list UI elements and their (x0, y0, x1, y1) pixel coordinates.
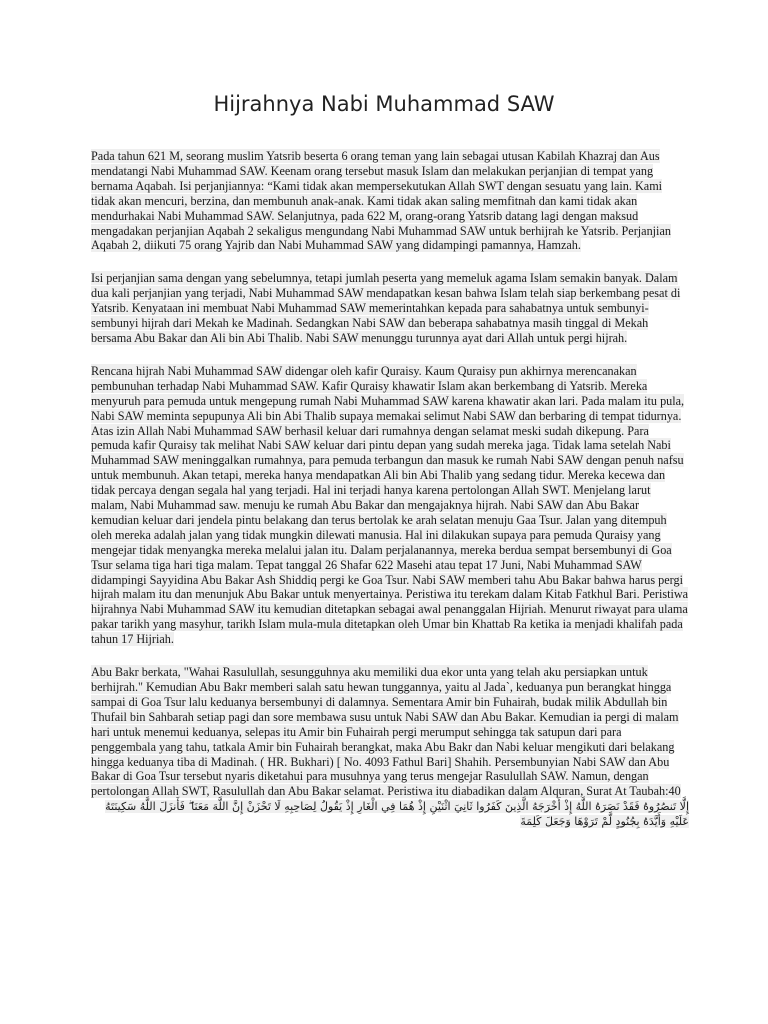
document-title: Hijrahnya Nabi Muhammad SAW (213, 92, 555, 116)
paragraph-2 (91, 271, 689, 346)
paragraph-1-text: Pada tahun 621 M, seorang muslim Yatsrib beserta 6 orang teman yang lain sebagai utusan Kabilah Khazraj dan Aus mendatangi Nabi Muhammad SAW. Keenam orang tersebut masuk Islam dan melakukan perjanjian di tempat yang bernama Aqabah. Isi perjanjiannya: “Kami tidak akan mempersekutukan Allah SWT dengan sesuatu yang lain. Kami tidak akan mencuri, berzina, dan membunuh anak-anak. Kami tidak akan saling memfitnah dan kami tidak akan mendurhakai Nabi Muhammad SAW. Selanjutnya, pada 622 M, orang-orang Yatsrib datang lagi dengan maksud mengadakan perjanjian Aqabah 2 sekaligus mengundang Nabi Muhammad SAW untuk berhijrah ke Yatsrib. Perjanjian Aqabah 2, diikuti 75 orang Yajrib dan Nabi Muhammad SAW yang didampingi pamannya, Hamzah. (91, 149, 671, 253)
paragraph-4-text: Abu Bakr berkata, "Wahai Rasulullah, sesungguhnya aku memiliki dua ekor unta yang telah aku persiapkan untuk berhijrah." Kemudian Abu Bakr memberi salah satu hewan tunggannya, yaitu al Jada`, keduanya pun berangkat hingga sampai di Goa Tsur lalu keduanya bersembunyi di dalamnya. Sementara Amir bin Fuhairah, budak milik Abdullah bin Thufail bin Sahbarah setiap pagi dan sore membawa susu untuk Nabi SAW dan Abu Bakar. Kemudian ia pergi di malam hari untuk menemui keduanya, selepas itu Amir bin Fuhairah pergi merumput sehingga tak satupun dari para penggembala yang tahu, tatkala Amir bin Fuhairah berangkat, maka Abu Bakr dan Nabi keluar mengikuti dari belakang hingga keduanya tiba di Madinah. ( HR. Bukhari) [ No. 4093 Fathul Bari] Shahih. Persembunyian Nabi SAW dan Abu Bakar di Goa Tsur tersebut nyaris diketahui para musuhnya yang terus mengejar Rasulullah SAW. Namun, dengan pertolongan Allah SWT, Rasulullah dan Abu Bakar selamat. Peristiwa itu diabadikan dalam Alquran, Surat At Taubah:40 (91, 665, 681, 799)
arabic-verse (91, 799, 689, 829)
paragraph-2-text: Isi perjanjian sama dengan yang sebelumnya, tetapi jumlah peserta yang memeluk agama Islam semakin banyak. Dalam dua kali perjanjian yang terjadi, Nabi Muhammad SAW mendapatkan kesan bahwa Islam telah siap berkembang pesat di Yatsrib. Kenyataan ini membuat Nabi Muhammad SAW memerintahkan kepada para sahabatnya untuk sembunyi-sembunyi hijrah dari Mekah ke Madinah. Sedangkan Nabi SAW dan beberapa sahabatnya masih tinggal di Mekah bersama Abu Bakar dan Ali bin Abi Thalib. Nabi SAW menunggu turunnya ayat dari Allah untuk pergi hijrah. (91, 271, 681, 345)
paragraph-1 (91, 149, 689, 253)
paragraph-3 (91, 364, 689, 647)
paragraph-4 (91, 665, 689, 799)
paragraph-3-text: Rencana hijrah Nabi Muhammad SAW didengar oleh kafir Quraisy. Kaum Quraisy pun akhirnya merencanakan pembunuhan terhadap Nabi Muhammad SAW. Kafir Quraisy khawatir Islam akan berkembang di Yatsrib. Mereka menyuruh para pemuda untuk mengepung rumah Nabi Muhammad SAW karena khawatir akan lari. Pada malam itu pula, Nabi SAW meminta sepupunya Ali bin Abi Thalib supaya memakai selimut Nabi SAW dan berbaring di tempat tidurnya. Atas izin Allah Nabi Muhammad SAW berhasil keluar dari rumahnya dengan selamat meski sudah dikepung. Para pemuda kafir Quraisy tak melihat Nabi SAW keluar dari pintu depan yang sudah mereka jaga. Tidak lama setelah Nabi Muhammad SAW meninggalkan rumahnya, para pemuda terbangun dan masuk ke rumah Nabi SAW dengan penuh nafsu untuk membunuh. Akan tetapi, mereka hanya mendapatkan Ali bin Abi Thalib yang sedang tidur. Mereka kecewa dan tidak percaya dengan segala hal yang terjadi. Hal ini terjadi hanya karena pertolongan Allah SWT. Menjelang larut malam, Nabi Muhammad saw. menuju ke rumah Abu Bakar dan mengajaknya hijrah. Nabi SAW dan Abu Bakar kemudian keluar dari jendela pintu belakang dan terus bertolak ke arah selatan menuju Gaa Tsur. Jalan yang ditempuh oleh mereka adalah jalan yang tidak mungkin dilewati manusia. Hal ini dilakukan supaya para pemuda Quraisy yang mengejar tidak menyangka mereka melalui jalan itu. Dalam perjalanannya, mereka berdua sempat bersembunyi di Goa Tsur selama tiga hari tiga malam. Tepat tanggal 26 Shafar 622 Masehi atau tepat 17 Juni, Nabi Muhammad SAW didampingi Sayyidina Abu Bakar Ash Shiddiq pergi ke Goa Tsur. Nabi SAW memberi tahu Abu Bakar bahwa harus pergi hijrah malam itu dan menunjuk Abu Bakar untuk menyertainya. Peristiwa itu terekam dalam Kitab Fatkhul Bari. Peristiwa hijrahnya Nabi Muhammad SAW itu kemudian ditetapkan sebagai awal penanggalan Hijriah. Menurut riwayat para ulama pakar tarikh yang masyhur, tarikh Islam mula-mula ditetapkan oleh Umar bin Khattab Ra ketika ia menjadi khalifah pada tahun 17 Hijriah. (91, 363, 689, 647)
document-body (91, 149, 689, 829)
arabic-verse-text: إِلَّا تَنصُرُوهُ فَقَدْ نَصَرَهُ اللَّهُ إِذْ أَخْرَجَهُ الَّذِينَ كَفَرُوا ثَانِيَ اثْنَيْنِ إِذْ هُمَا فِي الْغَارِ إِذْ يَقُولُ لِصَاحِبِهِ لَا تَحْزَنْ إِنَّ اللَّهَ مَعَنَا ۖ فَأَنزَلَ اللَّهُ سَكِينَتَهُ عَلَيْهِ وَأَيَّدَهُ بِجُنُودٍ لَّمْ تَرَوْهَا وَجَعَلَ كَلِمَةَ (105, 800, 689, 829)
